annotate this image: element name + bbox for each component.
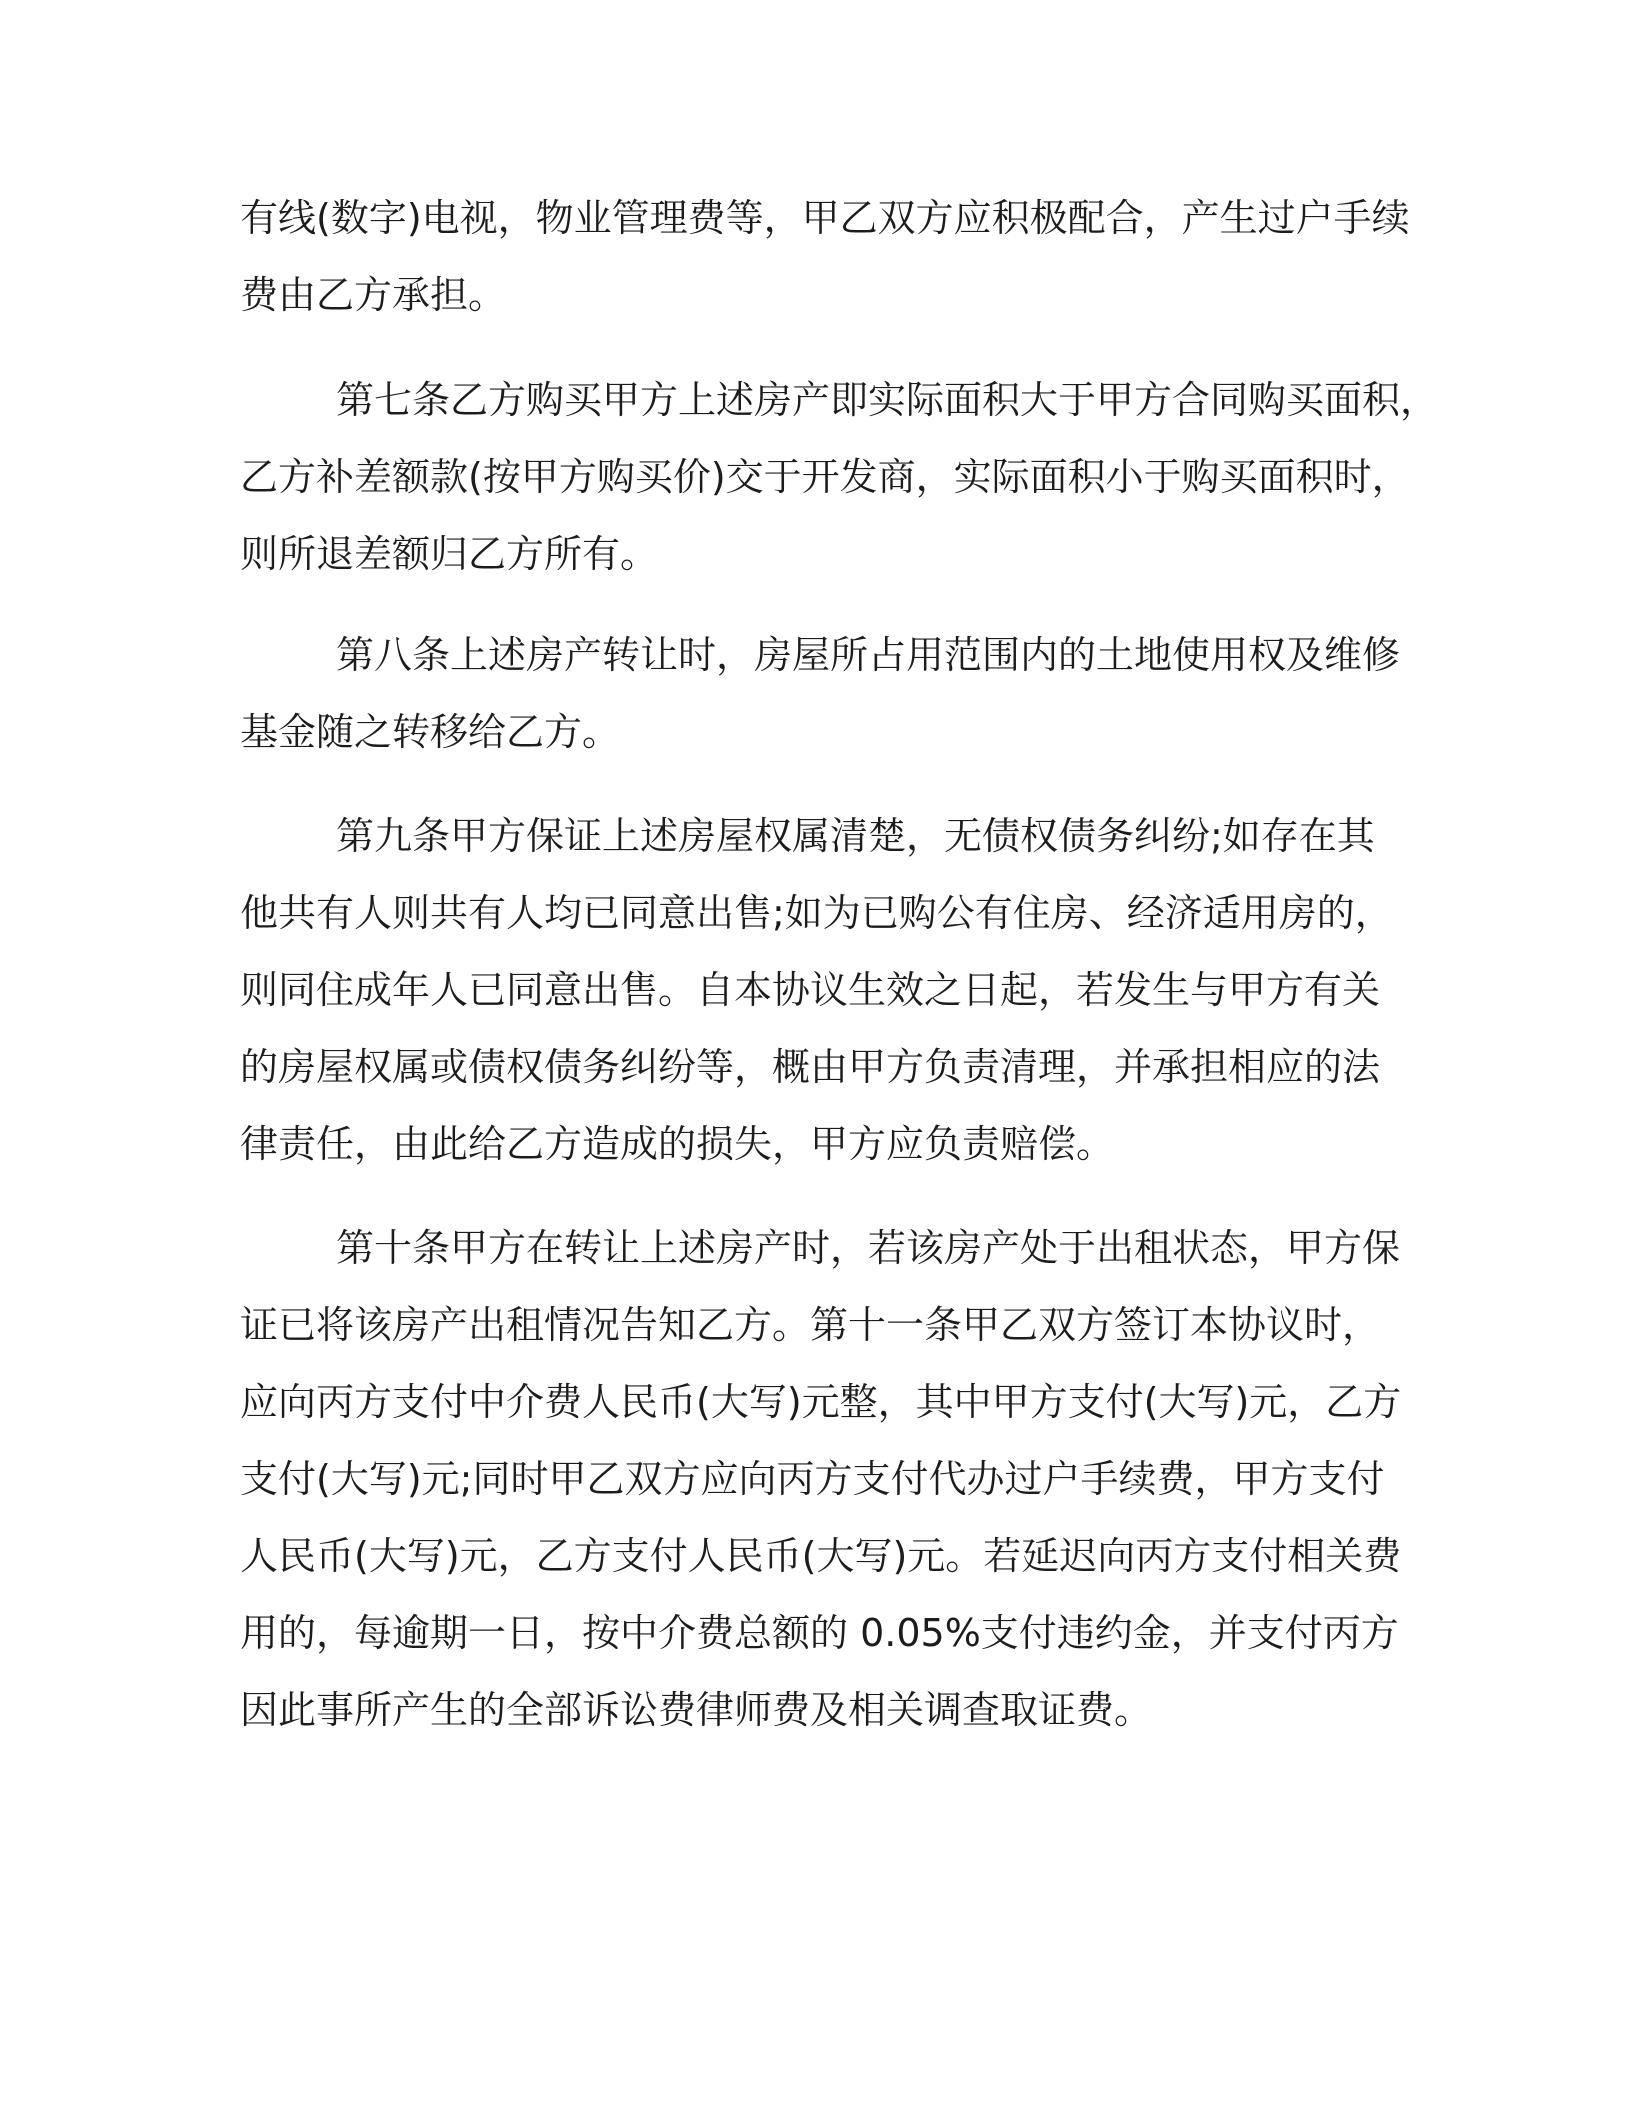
paragraph-line: 因此事所产生的全部诉讼费律师费及相关调查取证费。 (240, 1688, 1153, 1732)
paragraph-article-8 (240, 617, 1400, 771)
paragraph-line: 费由乙方承担。 (240, 273, 507, 317)
paragraph-line: 证已将该房产出租情况告知乙方。第十一条甲乙双方签订本协议时， (240, 1303, 1381, 1347)
paragraph-line: 人民币(大写)元，乙方支付人民币(大写)元。若延迟向丙方支付相关费 (240, 1534, 1402, 1578)
paragraph-article-9 (240, 798, 1400, 1183)
paragraph-line: 第八条上述房产转让时，房屋所占用范围内的土地使用权及维修 (336, 633, 1401, 677)
paragraph-article-10-11 (240, 1210, 1400, 1749)
paragraph-continuation (240, 180, 1410, 334)
paragraph-line: 乙方补差额款(按甲方购买价)交于开发商，实际面积小于购买面积时， (240, 455, 1410, 499)
paragraph-line: 则同住成年人已同意出售。自本协议生效之日起，若发生与甲方有关 (240, 968, 1381, 1012)
paragraph-line: 应向丙方支付中介费人民币(大写)元整，其中甲方支付(大写)元，乙方 (240, 1380, 1402, 1424)
paragraph-line: 基金随之转移给乙方。 (240, 710, 621, 754)
paragraph-line: 用的，每逾期一日，按中介费总额的 0.05%支付违约金，并支付丙方 (240, 1611, 1399, 1655)
paragraph-line: 第十条甲方在转让上述房产时，若该房产处于出租状态，甲方保 (336, 1226, 1401, 1270)
paragraph-line: 支付(大写)元;同时甲乙双方应向丙方支付代办过户手续费，甲方支付 (240, 1457, 1385, 1501)
paragraph-line: 则所退差额归乙方所有。 (240, 532, 659, 576)
paragraph-article-7 (240, 362, 1439, 593)
paragraph-line: 第七条乙方购买甲方上述房产即实际面积大于甲方合同购买面积， (336, 378, 1439, 422)
paragraph-line: 的房屋权属或债权债务纠纷等，概由甲方负责清理，并承担相应的法 (240, 1045, 1381, 1089)
paragraph-line: 律责任，由此给乙方造成的损失，甲方应负责赔偿。 (240, 1122, 1115, 1166)
paragraph-line: 他共有人则共有人均已同意出售;如为已购公有住房、经济适用房的， (240, 891, 1393, 935)
paragraph-line: 第九条甲方保证上述房屋权属清楚，无债权债务纠纷;如存在其 (336, 814, 1375, 858)
paragraph-line: 有线(数字)电视，物业管理费等，甲乙双方应积极配合，产生过户手续 (240, 196, 1410, 240)
